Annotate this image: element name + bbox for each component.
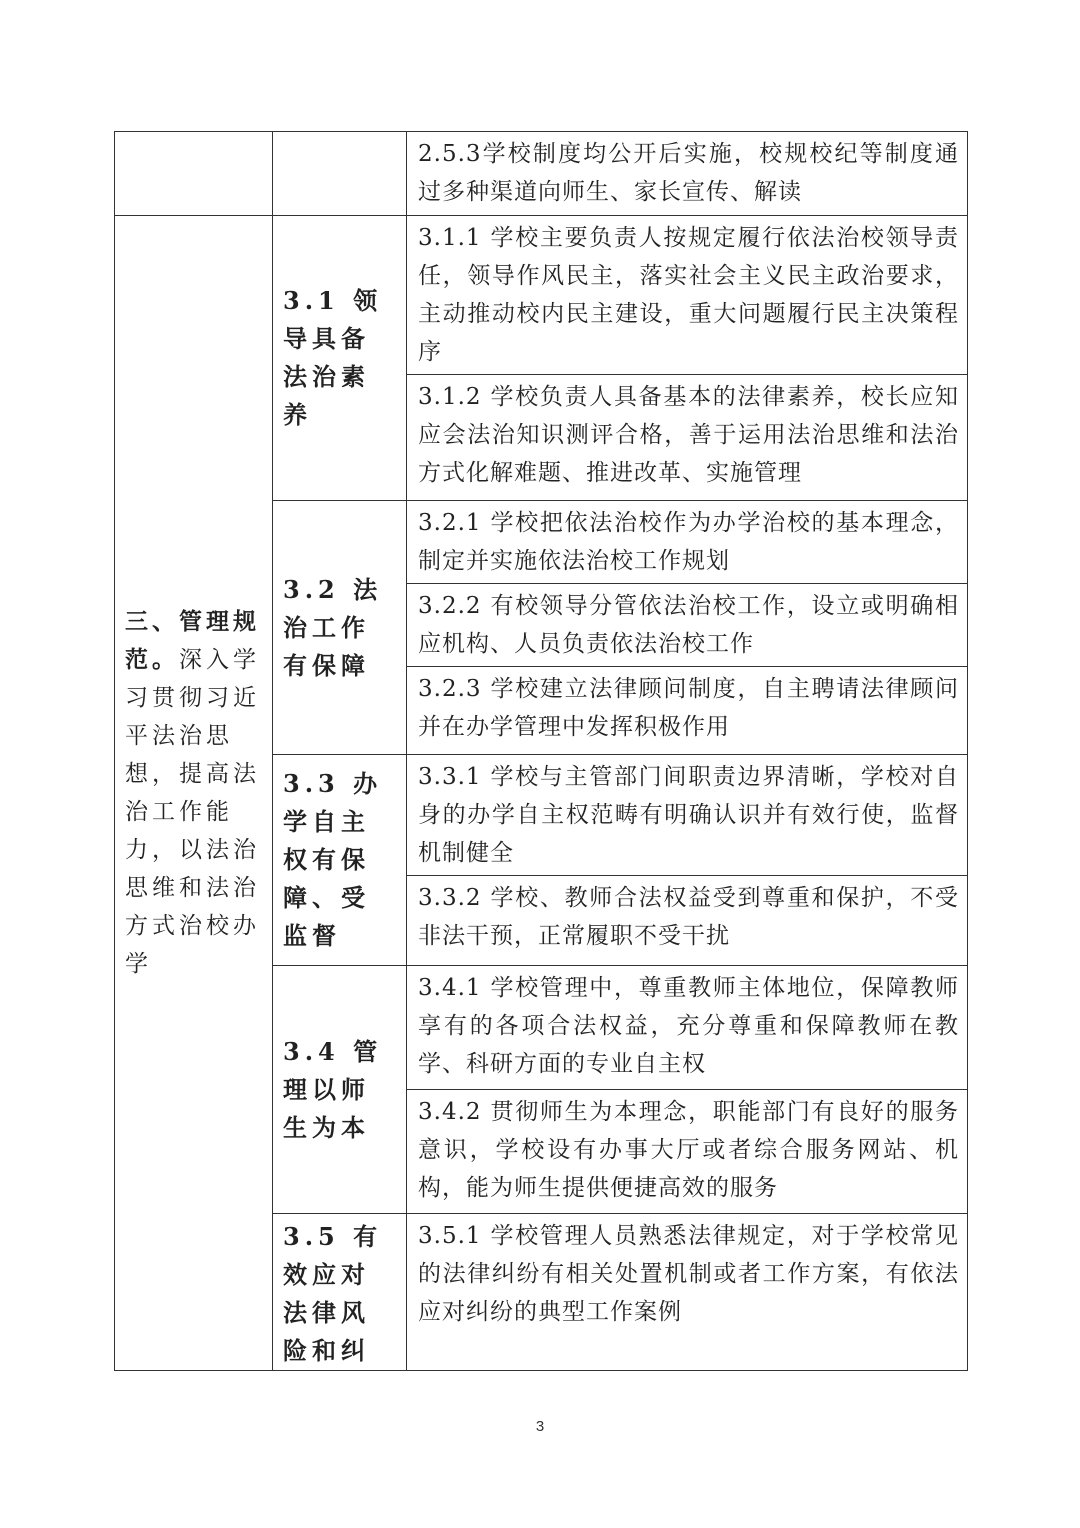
- subcategory-cell: [273, 216, 407, 501]
- table-row: [115, 132, 968, 216]
- item-cell: [407, 667, 968, 755]
- item-cell: [407, 755, 968, 876]
- section-title: 3.5 有效应对法律风险和纠: [283, 1222, 383, 1365]
- category-text: [115, 603, 272, 983]
- section-title: 3.4 管理以师生为本: [283, 1036, 383, 1142]
- subcategory-cell: [273, 1214, 407, 1371]
- item-text: 3.3.2 学校、教师合法权益受到尊重和保护，不受非法干预，正常履职不受干扰: [418, 885, 959, 949]
- item-text: 3.3.1 学校与主管部门间职责边界清晰，学校对自身的办学自主权范畴有明确认识并有效行使，监督机制健全: [418, 764, 959, 866]
- item-cell: [407, 132, 968, 216]
- item-text: 3.4.1 学校管理中，尊重教师主体地位，保障教师享有的各项合法权益，充分尊重和保障教师在教学、科研方面的专业自主权: [418, 975, 959, 1077]
- category-title: 三、管理规范。: [125, 608, 260, 673]
- item-text: 3.5.1 学校管理人员熟悉法律规定，对于学校常见的法律纠纷有相关处置机制或者工作方案，有依法应对纠纷的典型工作案例: [418, 1223, 959, 1325]
- item-cell: [407, 216, 968, 375]
- category-cell: [115, 216, 273, 1371]
- item-cell: [407, 876, 968, 966]
- table-row: [115, 216, 968, 375]
- item-text: 3.2.2 有校领导分管依法治校工作，设立或明确相应机构、人员负责依法治校工作: [418, 593, 959, 657]
- subcategory-cell: [273, 501, 407, 755]
- item-cell: [407, 584, 968, 667]
- item-text: 3.1.1 学校主要负责人按规定履行依法治校领导责任，领导作风民主，落实社会主义民主政治要求，主动推动校内民主建设，重大问题履行民主决策程序: [418, 225, 959, 365]
- item-text: 3.1.2 学校负责人具备基本的法律素养，校长应知应会法治知识测评合格，善于运用法治思维和法治方式化解难题、推进改革、实施管理: [418, 384, 959, 486]
- subcategory-cell: [273, 755, 407, 966]
- page-number: 3: [535, 1418, 545, 1435]
- item-cell: [407, 501, 968, 584]
- item-cell: [407, 1090, 968, 1214]
- empty-subcategory-cell: [273, 132, 407, 216]
- item-text: 3.2.3 学校建立法律顾问制度，自主聘请法律顾问并在办学管理中发挥积极作用: [418, 676, 959, 740]
- item-cell: [407, 375, 968, 501]
- item-text: 2.5.3学校制度均公开后实施，校规校纪等制度通过多种渠道向师生、家长宣传、解读: [418, 141, 959, 205]
- subcategory-cell: [273, 966, 407, 1214]
- item-cell: [407, 966, 968, 1090]
- section-title: 3.1 领导具备法治素养: [283, 286, 383, 429]
- item-text: 3.4.2 贯彻师生为本理念，职能部门有良好的服务意识，学校设有办事大厅或者综合服务网站、机构，能为师生提供便捷高效的服务: [418, 1099, 959, 1201]
- standards-table: [114, 131, 968, 1371]
- section-title: 3.3 办学自主权有保障、受监督: [283, 769, 383, 950]
- item-cell: [407, 1214, 968, 1371]
- category-description: 深入学习贯彻习近平法治思想，提高法治工作能力，以法治思维和法治方式治校办学: [125, 647, 260, 977]
- section-title: 3.2 法治工作有保障: [283, 574, 383, 680]
- empty-category-cell: [115, 132, 273, 216]
- item-text: 3.2.1 学校把依法治校作为办学治校的基本理念，制定并实施依法治校工作规划: [418, 510, 959, 574]
